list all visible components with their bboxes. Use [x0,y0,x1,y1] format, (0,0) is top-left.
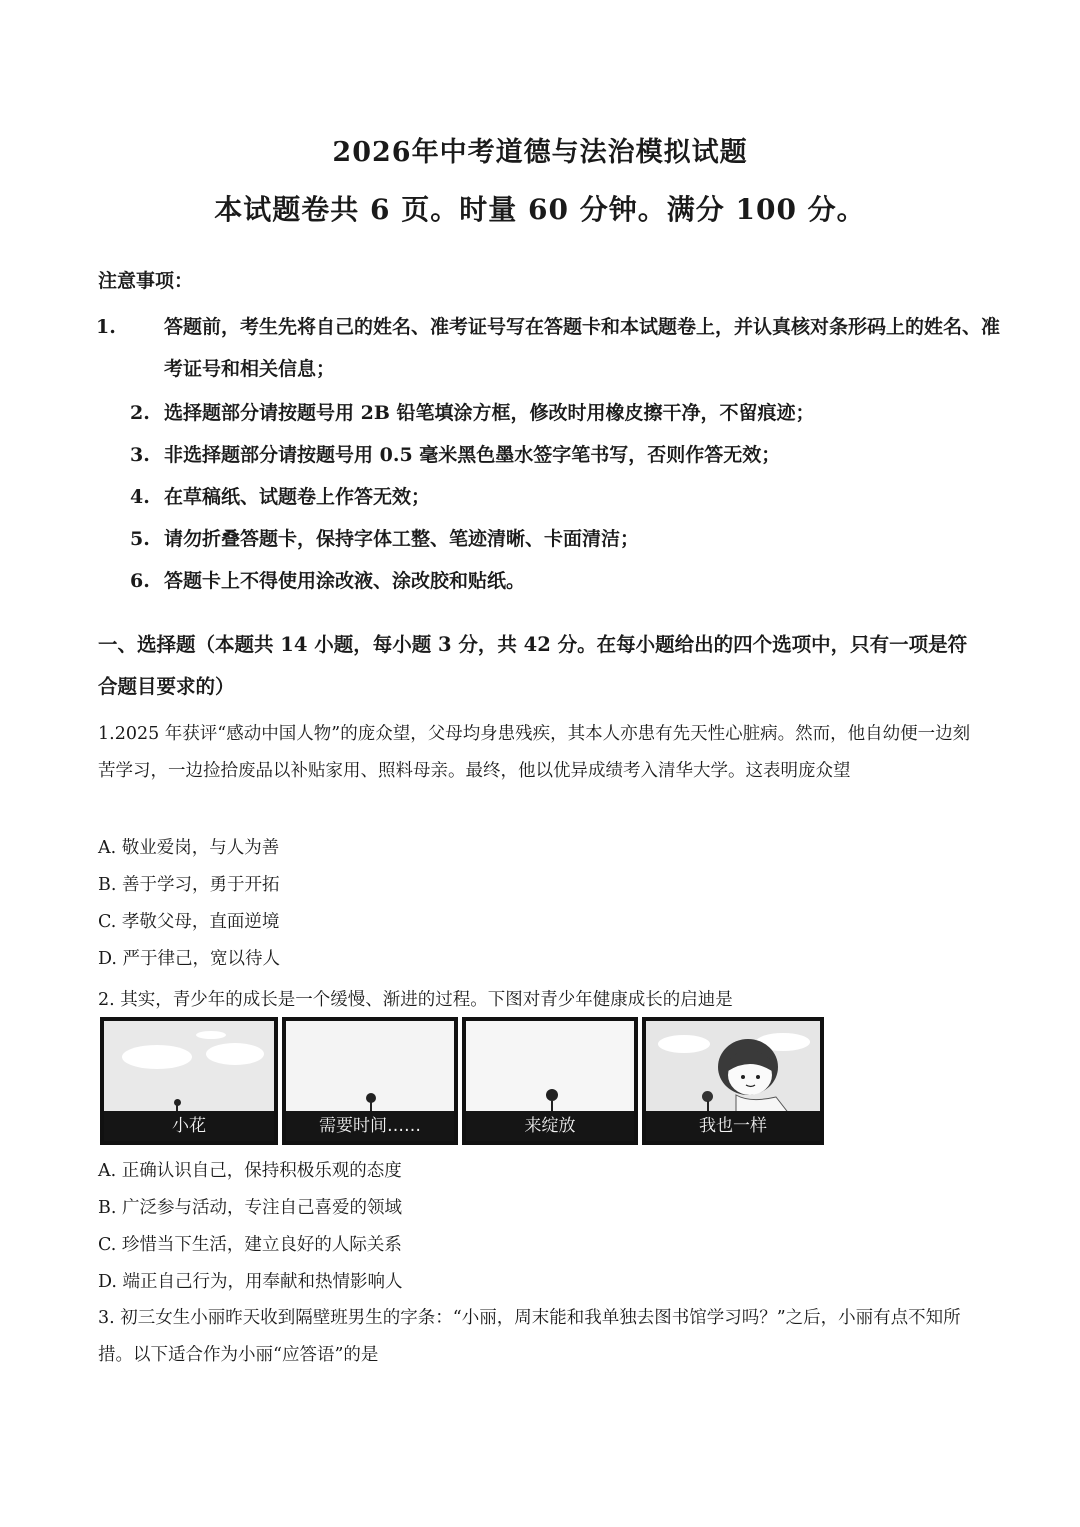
notice-heading: 注意事项： [98,270,194,292]
notice-item-number: 2. [130,402,150,424]
answer-option: B. 广泛参与活动，专注自己喜爱的领域 [98,1198,402,1218]
notice-item [130,434,980,476]
exam-subtitle: 本试题卷共 6 页。时量 60 分钟。满分 100 分。 [214,193,866,226]
comic-caption: 小花 [104,1111,274,1141]
comic-caption: 需要时间…… [286,1111,454,1141]
answer-option: D. 严于律己，宽以待人 [98,949,281,969]
girl-illustration [706,1031,796,1115]
comic-panel-3 [462,1017,638,1145]
comic-caption: 来绽放 [466,1111,634,1141]
notice-item-text: 请勿折叠答题卡，保持字体工整、笔迹清晰、卡面清洁； [164,528,640,550]
notice-item-text: 选择题部分请按题号用 2B 铅笔填涂方框，修改时用橡皮擦干净，不留痕迹； [164,402,815,424]
notice-item [130,392,980,434]
exam-title: 2026年中考道德与法治模拟试题 [332,137,748,168]
question-stem: 2. 其实，青少年的成长是一个缓慢、渐进的过程。下图对青少年健康成长的启迪是 [98,990,733,1010]
notice-item-text: 答题前，考生先将自己的姓名、准考证号写在答题卡和本试题卷上，并认真核对条形码上的姓名、准考证号和相关信息； [164,316,1001,380]
question-stem: 1.2025 年获评“感动中国人物”的庞众望，父母均身患残疾，其本人亦患有先天性心脏病。然而，他自幼便一边刻苦学习，一边捡拾废品以补贴家用、照料母亲。最终，他以优异成绩考入清华大学。这表明庞众望 [98,724,971,781]
notice-item-number: 4. [130,486,150,508]
notice-item-text: 非选择题部分请按题号用 0.5 毫米黑色墨水签字笔书写，否则作答无效； [164,444,781,466]
notice-item-number: 6. [130,570,150,592]
notice-item-number: 5. [130,528,150,550]
comic-panel-1 [100,1017,278,1145]
answer-option: C. 孝敬父母，直面逆境 [98,912,280,932]
notice-item [96,306,1014,390]
notice-item [130,560,980,602]
notice-item-text: 答题卡上不得使用涂改液、涂改胶和贴纸。 [164,570,526,592]
answer-option: A. 敬业爱岗，与人为善 [98,838,280,858]
comic-caption: 我也一样 [646,1111,820,1141]
notice-item-number: 1. [96,316,116,338]
notice-item [130,476,980,518]
section-heading: 一、选择题（本题共 14 小题，每小题 3 分，共 42 分。在每小题给出的四个选项中，只有一项是符合题目要求的） [98,633,968,698]
answer-option: B. 善于学习，勇于开拓 [98,875,280,895]
notice-item [130,518,980,560]
comic-panel-2 [282,1017,458,1145]
question-stem: 3. 初三女生小丽昨天收到隔壁班男生的字条：“小丽，周末能和我单独去图书馆学习吗？”之后，小丽有点不知所措。以下适合作为小丽“应答语”的是 [98,1308,961,1365]
comic-panel-4 [642,1017,824,1145]
answer-option: A. 正确认识自己，保持积极乐观的态度 [98,1161,402,1181]
answer-option: D. 端正自己行为，用奉献和热情影响人 [98,1272,403,1292]
answer-option: C. 珍惜当下生活，建立良好的人际关系 [98,1235,402,1255]
notice-item-text: 在草稿纸、试题卷上作答无效； [164,486,431,508]
notice-item-number: 3. [130,444,150,466]
